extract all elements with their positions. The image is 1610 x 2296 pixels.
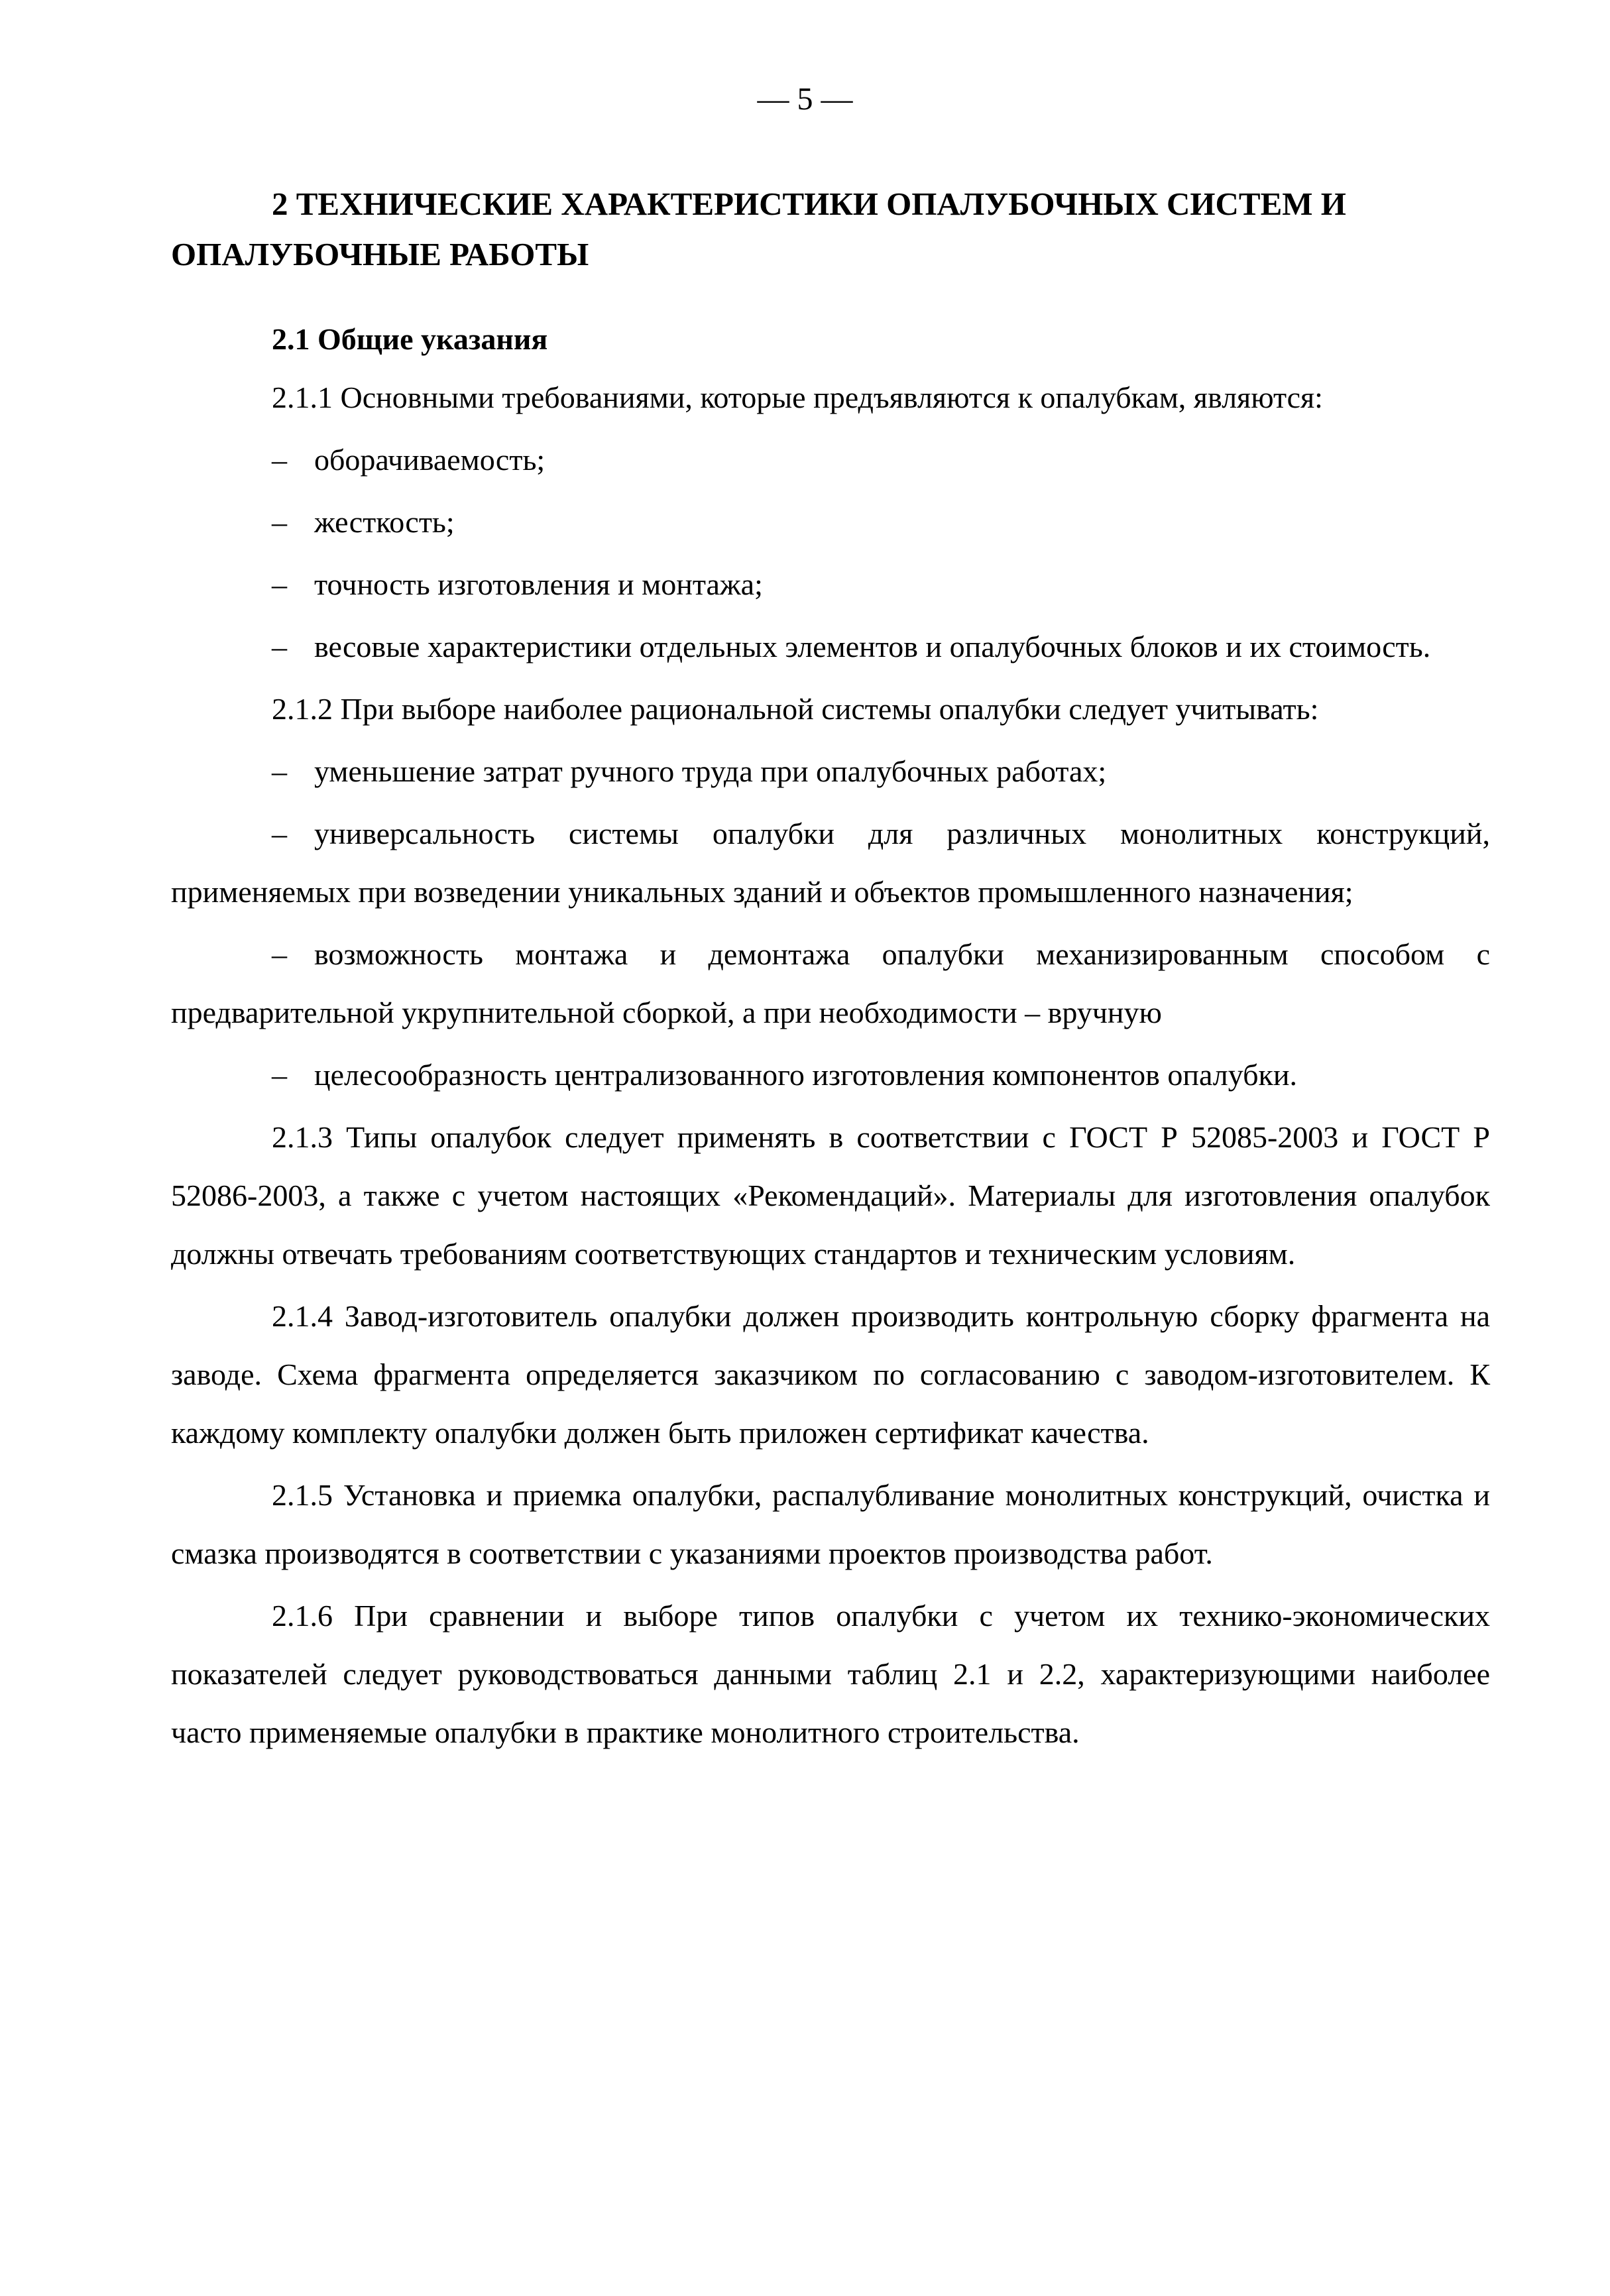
list-item xyxy=(171,742,1490,801)
list-item-text: целесообразность централизованного изготовления компонентов опалубки. xyxy=(314,1058,1297,1092)
requirements-list xyxy=(171,431,1490,676)
list-item xyxy=(171,925,1490,1042)
page-content xyxy=(171,179,1490,1766)
subsection-title: 2.1 Общие указания xyxy=(272,322,548,356)
paragraph-2-1-1: 2.1.1 Основными требованиями, которые предъявляются к опалубкам, являются: xyxy=(272,380,1323,414)
list-item xyxy=(171,1046,1490,1104)
list-item-text: весовые характеристики отдельных элементов и опалубочных блоков и их стоимость. xyxy=(314,630,1431,663)
list-item-text: точность изготовления и монтажа; xyxy=(314,567,763,601)
list-item-text: возможность монтажа и демонтажа опалубки механизированным способом с предварительной укрупнительной сборкой, а при необходимости – вручную xyxy=(171,937,1490,1029)
page-number: — 5 — xyxy=(757,82,853,117)
dash-marker: – xyxy=(272,505,287,539)
list-item xyxy=(171,431,1490,489)
list-item xyxy=(171,805,1490,921)
list-item xyxy=(171,555,1490,614)
list-item-text: универсальность системы опалубки для различных монолитных конструкций, применяемых при возведении уникальных зданий и объектов промышленного назначения; xyxy=(171,817,1490,909)
paragraph-2-1-2: 2.1.2 При выборе наиболее рациональной системы опалубки следует учитывать: xyxy=(272,692,1319,726)
dash-marker: – xyxy=(272,817,287,850)
dash-marker: – xyxy=(272,443,287,477)
paragraph-2-1-3: 2.1.3 Типы опалубок следует применять в соответствии с ГОСТ Р 52085-2003 и ГОСТ Р 52086-2003, а также с учетом настоящих «Рекомендаций». Материалы для изготовления опалубок должны отвечать требованиям соответствующих стандартов и техническим условиям. xyxy=(171,1120,1490,1271)
section-title: 2 ТЕХНИЧЕСКИЕ ХАРАКТЕРИСТИКИ ОПАЛУБОЧНЫХ СИСТЕМ И ОПАЛУБОЧНЫЕ РАБОТЫ xyxy=(171,186,1346,272)
list-item-text: оборачиваемость; xyxy=(314,443,546,477)
list-item-text: уменьшение затрат ручного труда при опалубочных работах; xyxy=(314,754,1107,788)
dash-marker: – xyxy=(272,567,287,601)
dash-marker: – xyxy=(272,754,287,788)
list-item xyxy=(171,493,1490,551)
paragraph-2-1-5: 2.1.5 Установка и приемка опалубки, распалубливание монолитных конструкций, очистка и смазка производятся в соответствии с указаниями проектов производства работ. xyxy=(171,1478,1490,1570)
dash-marker: – xyxy=(272,1058,287,1092)
list-item xyxy=(171,618,1490,676)
dash-marker: – xyxy=(272,630,287,663)
selection-criteria-list xyxy=(171,742,1490,1104)
list-item-text: жесткость; xyxy=(314,505,455,539)
dash-marker: – xyxy=(272,937,287,971)
paragraph-2-1-4: 2.1.4 Завод-изготовитель опалубки должен производить контрольную сборку фрагмента на заводе. Схема фрагмента определяется заказчиком по согласованию с заводом-изготовителем. К каждому комплекту опалубки должен быть приложен сертификат качества. xyxy=(171,1299,1490,1450)
paragraph-2-1-6: 2.1.6 При сравнении и выборе типов опалубки с учетом их технико-экономических показателей следует руководствоваться данными таблиц 2.1 и 2.2, характеризующими наиболее часто применяемые опалубки в практике монолитного строительства. xyxy=(171,1599,1490,1749)
